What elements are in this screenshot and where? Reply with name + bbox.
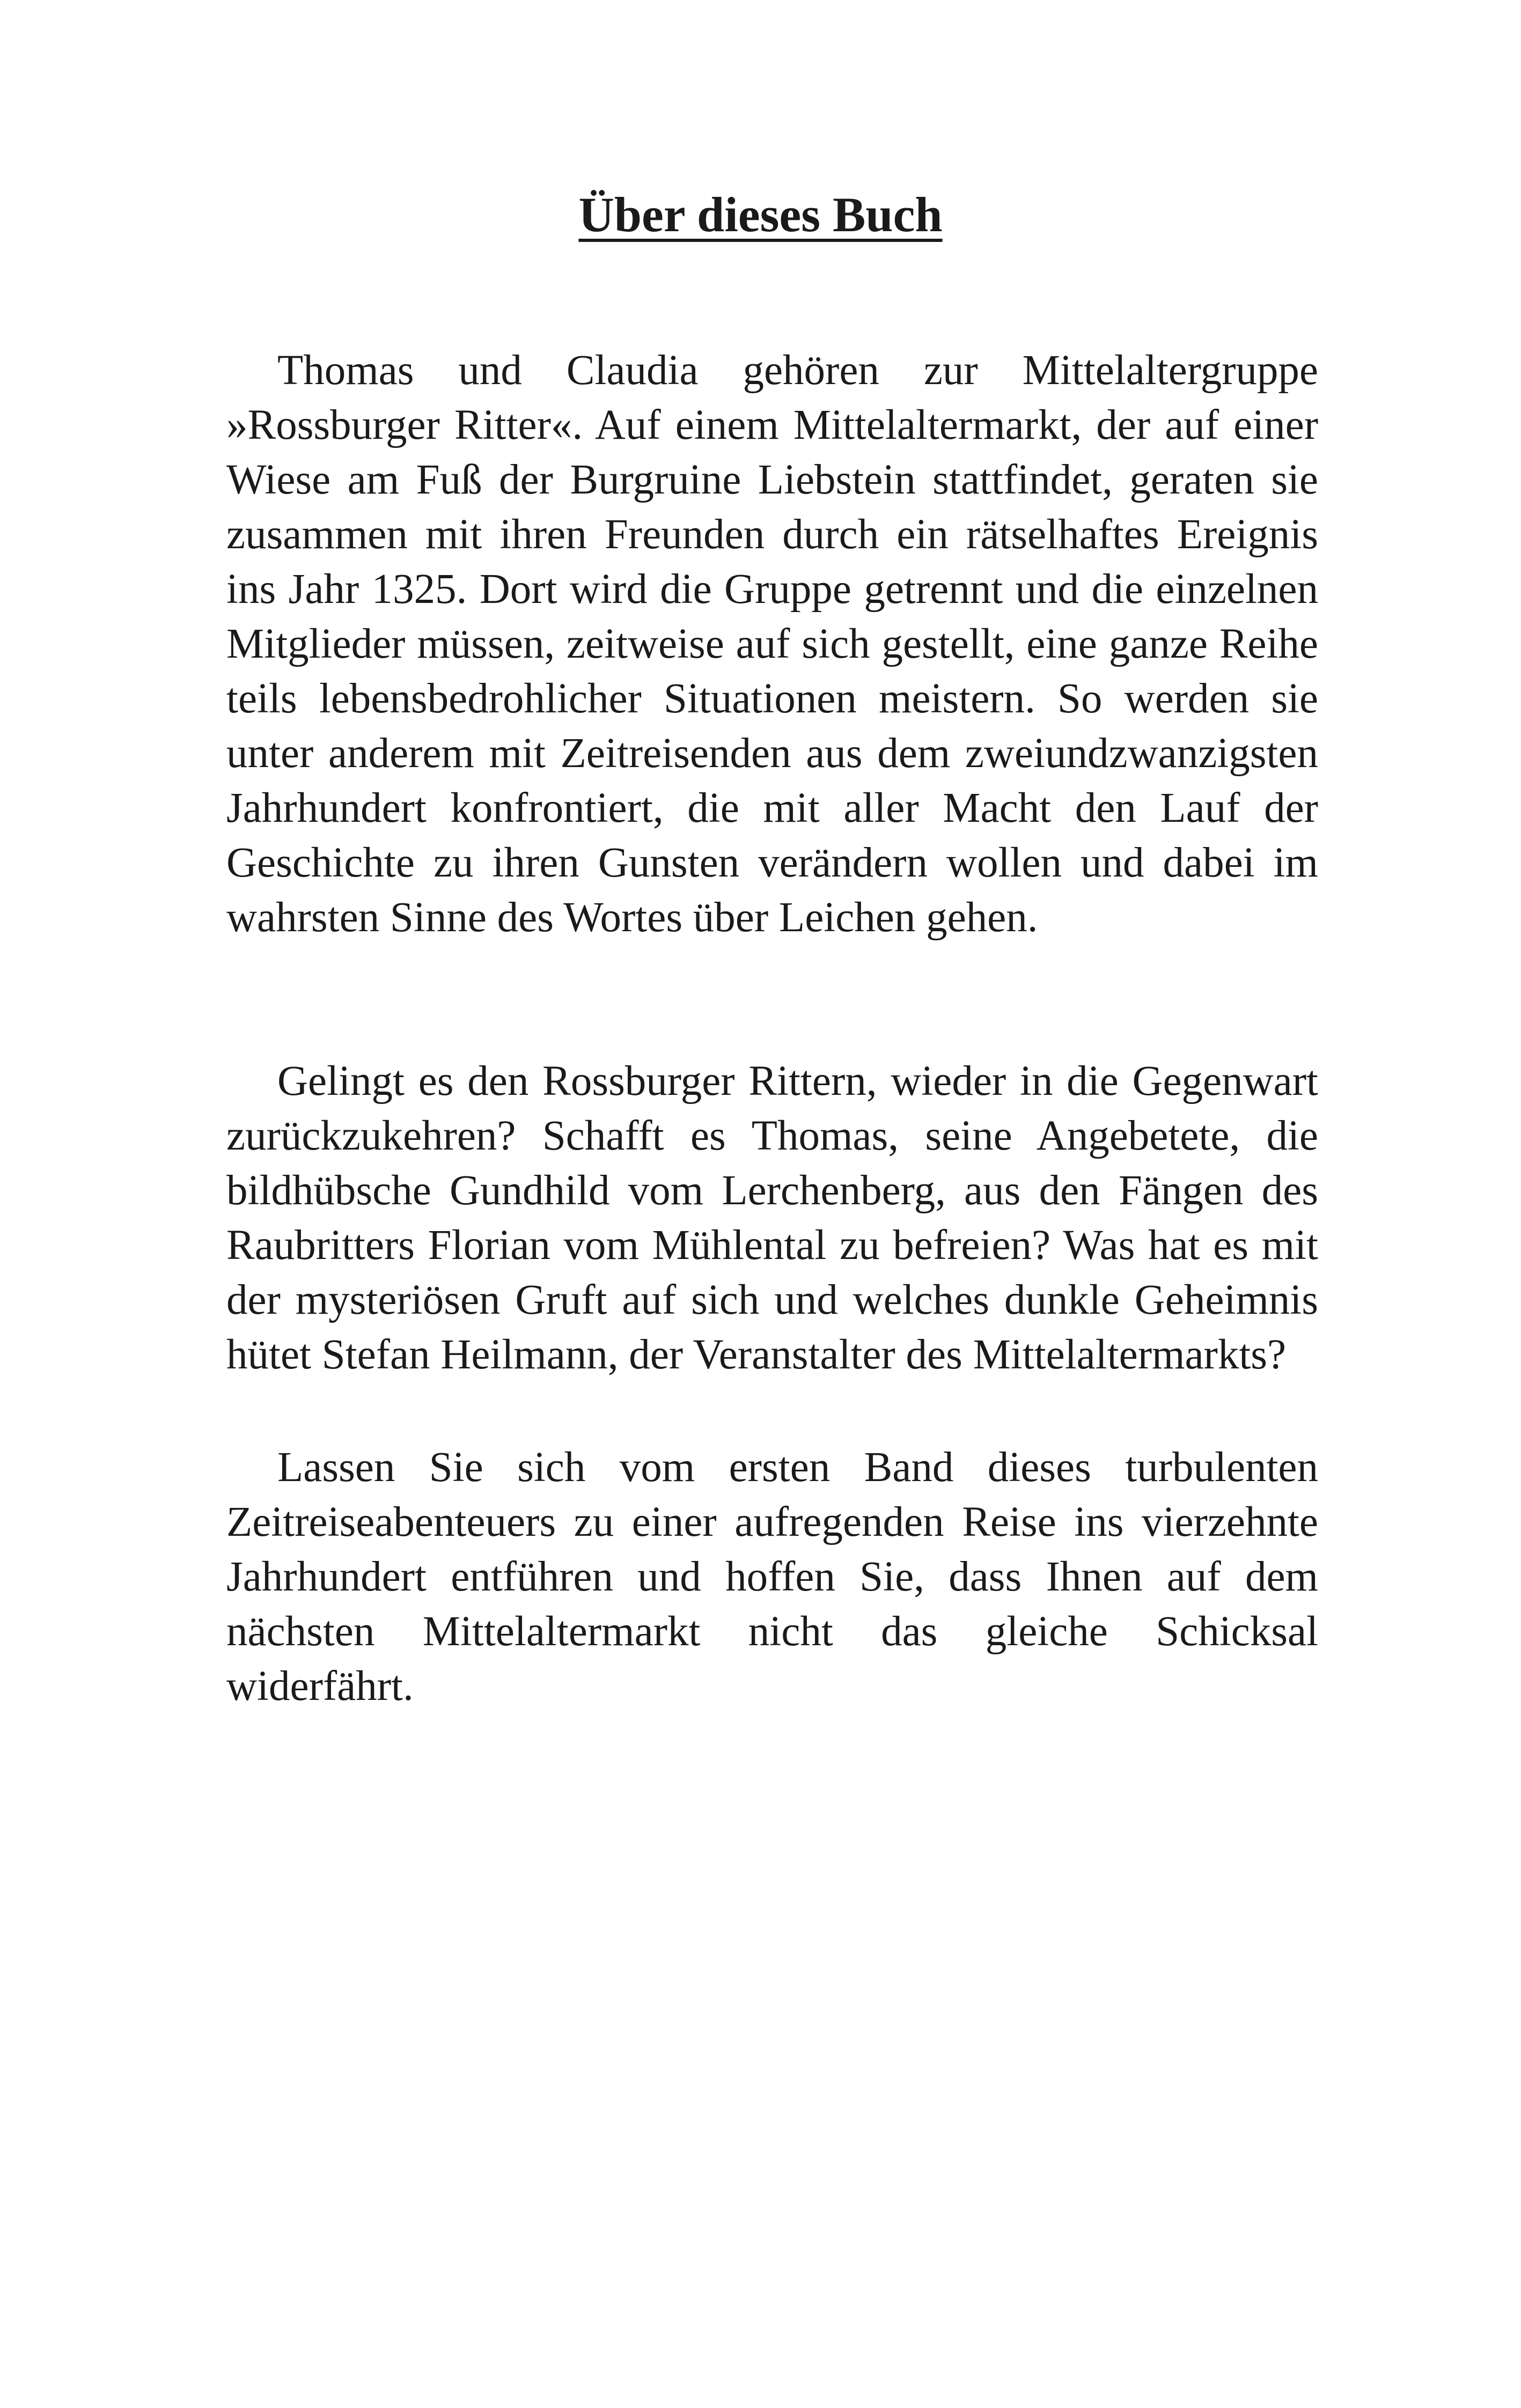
page-title: Über dieses Buch [578,187,943,242]
paragraph-3: Lassen Sie sich vom ersten Band dieses turbulenten Zeitreiseabenteuers zu einer aufregenden Reise ins vierzehnte Jahrhundert entführen und hoffen Sie, dass Ihnen auf dem nächsten Mittelaltermarkt nicht das gleiche Schicksal widerfährt. [226,1444,1318,1710]
paragraph-spacer [226,945,1318,1054]
blurb-text [226,343,1318,1714]
paragraph-2: Gelingt es den Rossburger Rittern, wieder in die Gegenwart zurückzukehren? Schafft es Thomas, seine Angebetete, die bildhübsche Gundhild vom Lerchenberg, aus den Fängen des Raubritters Florian vom Mühlental zu befreien? Was hat es mit der mysteriösen Gruft auf sich und welches dunkle Geheimnis hütet Stefan Heilmann, der Veranstalter des Mittelaltermarkts? [226,1058,1318,1378]
paragraph-1: Thomas und Claudia gehören zur Mittelaltergruppe »Rossburger Ritter«. Auf einem Mittelaltermarkt, der auf einer Wiese am Fuß der Burgruine Liebstein stattfindet, geraten sie zusammen mit ihren Freunden durch ein rätselhaftes Ereignis ins Jahr 1325. Dort wird die Gruppe getrennt und die einzelnen Mitglieder müssen, zeitweise auf sich gestellt, eine ganze Reihe teils lebensbedrohlicher Situationen meistern. So werden sie unter anderem mit Zeitreisenden aus dem zweiundzwanzigsten Jahrhundert konfrontiert, die mit aller Macht den Lauf der Geschichte zu ihren Gunsten verändern wollen und dabei im wahrsten Sinne des Wortes über Leichen gehen. [226,347,1318,941]
paragraph-spacer [226,1382,1318,1440]
